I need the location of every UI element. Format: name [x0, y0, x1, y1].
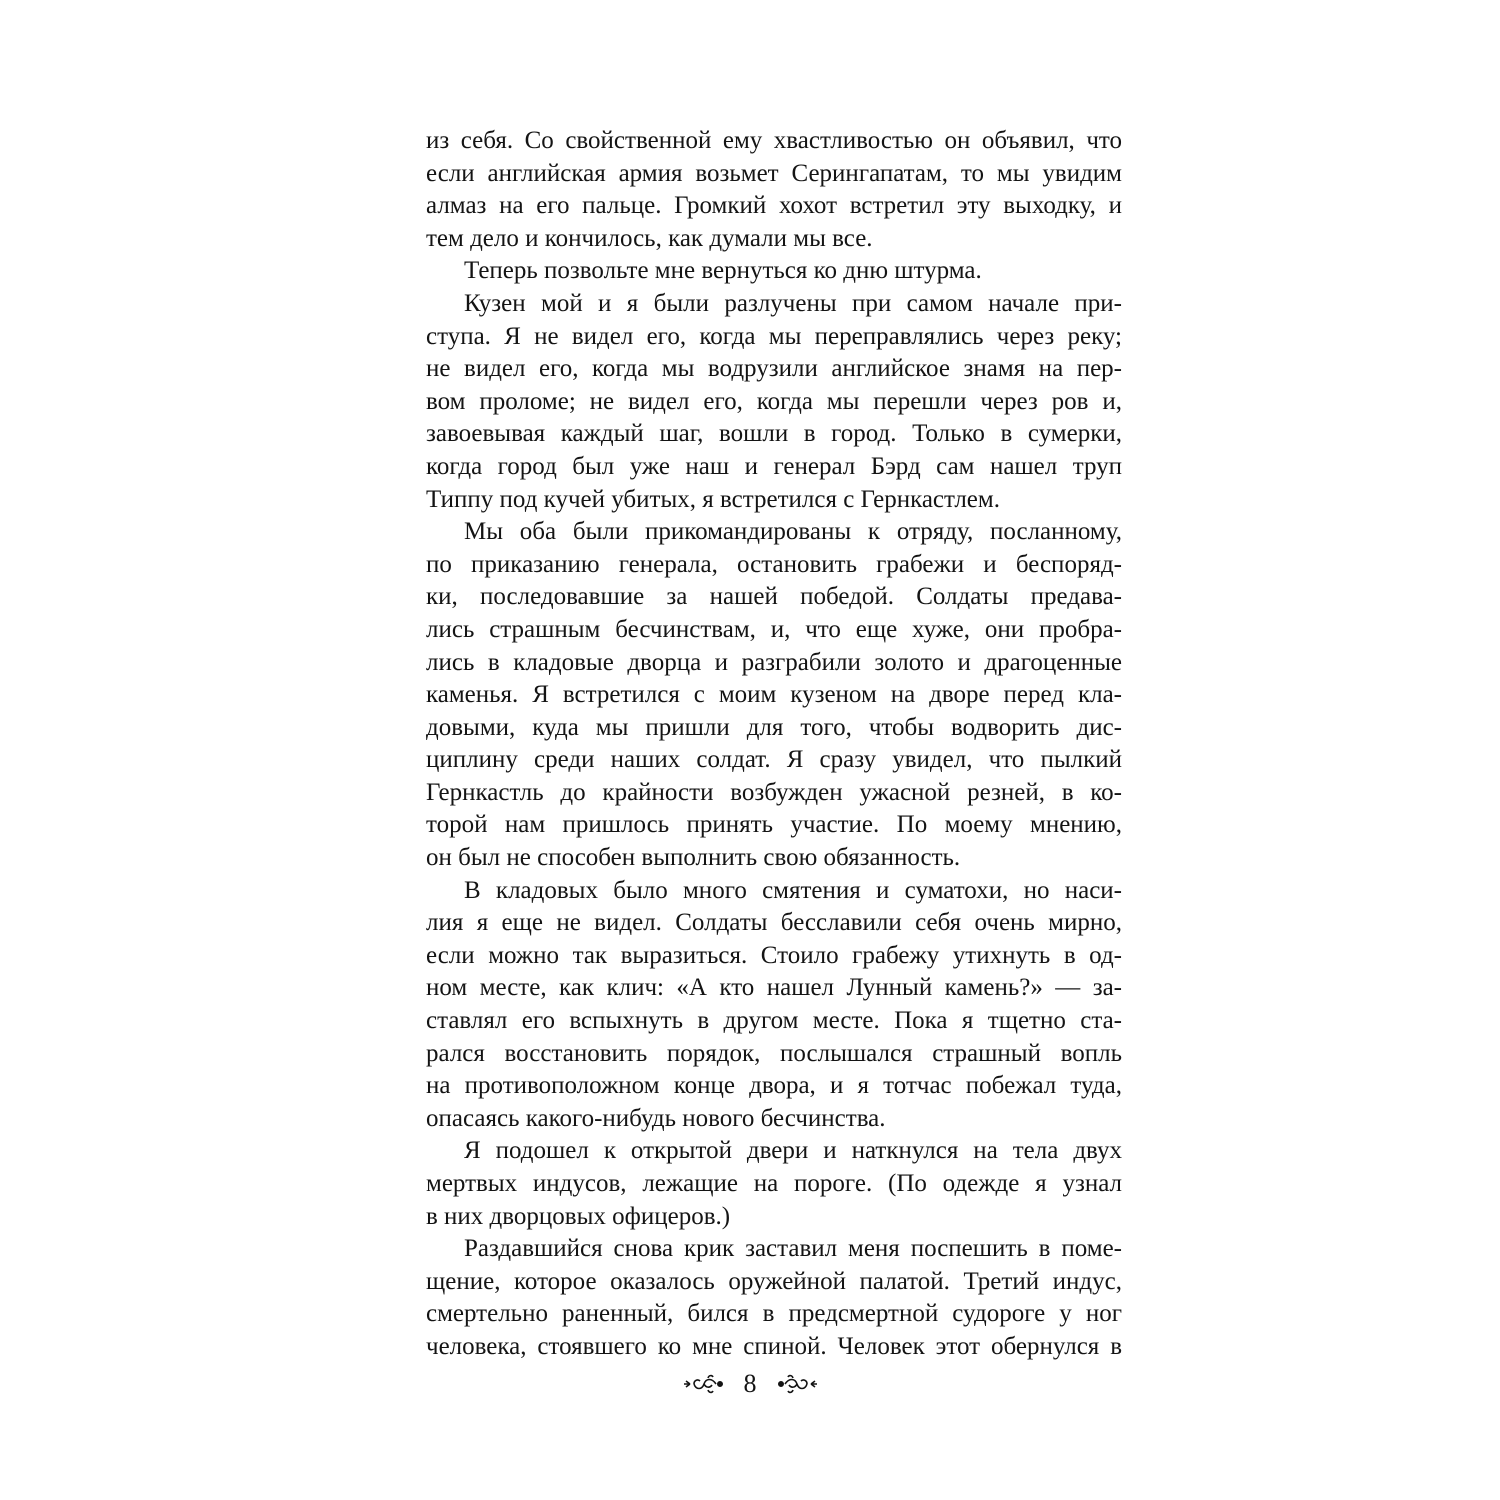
text-line: лись в кладовые дворца и разграбили золото и драгоценные [426, 648, 1122, 676]
paragraph [426, 255, 1122, 288]
text-line: не видел его, когда мы водрузили английское знамя на пер- [426, 355, 1122, 383]
text-line: смертельно раненный, бился в предсмертной судороге у ног [426, 1300, 1122, 1328]
text-line: довыми, куда мы пришли для того, чтобы водворить дис- [426, 713, 1122, 741]
body-text [426, 125, 1122, 1364]
paragraph [426, 875, 1122, 1136]
paragraph [426, 1135, 1122, 1233]
text-line: Кузен мой и я были разлучены при самом начале при- [464, 289, 1122, 317]
text-line: он был не способен выполнить свою обязанность. [426, 844, 961, 872]
text-line: алмаз на его пальце. Громкий хохот встретил эту выходку, и [426, 192, 1122, 220]
text-line: человека, стоявшего ко мне спиной. Человек этот обернулся в [426, 1332, 1122, 1360]
text-line: если английская армия возьмет Серингапатам, то мы увидим [426, 159, 1122, 187]
fleuron-ornament-icon-right [775, 1372, 819, 1396]
text-line: тем дело и кончилось, как думали мы все. [426, 224, 873, 252]
text-line: если можно так выразиться. Стоило грабежу утихнуть в од- [426, 941, 1122, 969]
text-line: мертвых индусов, лежащие на пороге. (По одежде я узнал [426, 1170, 1122, 1197]
text-line: вом проломе; не видел его, когда мы перешли через ров и, [426, 387, 1122, 415]
text-line: Раздавшийся снова крик заставил меня поспешить в поме- [464, 1235, 1122, 1263]
text-line: Типпу под кучей убитых, я встретился с Гернкастлем. [426, 485, 1000, 513]
paragraph [426, 516, 1122, 875]
text-line: Теперь позвольте мне вернуться ко дню штурма. [464, 257, 982, 285]
text-line: из себя. Со свойственной ему хвастливостью он объявил, что [426, 127, 1122, 154]
text-line: ставлял его вспыхнуть в другом месте. Пока я тщетно ста- [426, 1007, 1122, 1035]
text-line: в них дворцовых офицеров.) [426, 1202, 731, 1230]
fleuron-ornament-icon-left [682, 1372, 726, 1396]
text-line: по приказанию генерала, остановить грабежи и беспоряд- [426, 550, 1122, 578]
page-number: 8 [743, 1369, 757, 1398]
text-line: лись страшным бесчинствам, и, что еще хуже, они пробра- [426, 615, 1122, 643]
text-line: Гернкастль до крайности возбужден ужасной резней, в ко- [426, 778, 1122, 806]
text-line: на противоположном конце двора, и я тотчас побежал туда, [426, 1072, 1122, 1100]
text-line: опасаясь какого-нибудь нового бесчинства. [426, 1104, 886, 1132]
text-line: каменья. Я встретился с моим кузеном на дворе перед кла- [426, 681, 1122, 709]
text-line: ступа. Я не видел его, когда мы переправлялись через реку; [426, 322, 1122, 350]
text-line: В кладовых было много смятения и суматохи, но наси- [464, 876, 1122, 904]
page-footer [0, 1364, 1500, 1404]
text-line: лия я еще не видел. Солдаты бесславили себя очень мирно, [426, 909, 1122, 937]
paragraph [426, 288, 1122, 516]
paragraph [426, 1233, 1122, 1363]
text-line: завоевывая каждый шаг, вошли в город. Только в сумерки, [426, 420, 1122, 448]
text-line: ки, последовавшие за нашей победой. Солдаты предава- [426, 583, 1122, 611]
paragraph [426, 125, 1122, 255]
text-line: Я подошел к открытой двери и наткнулся на тела двух [464, 1137, 1122, 1165]
text-line: Мы оба были прикомандированы к отряду, посланному, [464, 518, 1122, 546]
text-line: рался восстановить порядок, послышался страшный вопль [426, 1039, 1122, 1067]
text-line: торой нам пришлось принять участие. По моему мнению, [426, 811, 1122, 839]
text-line: щение, которое оказалось оружейной палатой. Третий индус, [426, 1267, 1122, 1295]
text-line: ном месте, как клич: «А кто нашел Лунный камень?» — за- [426, 974, 1122, 1002]
text-line: когда город был уже наш и генерал Бэрд сам нашел труп [426, 452, 1122, 480]
text-line: циплину среди наших солдат. Я сразу увидел, что пылкий [426, 746, 1122, 774]
